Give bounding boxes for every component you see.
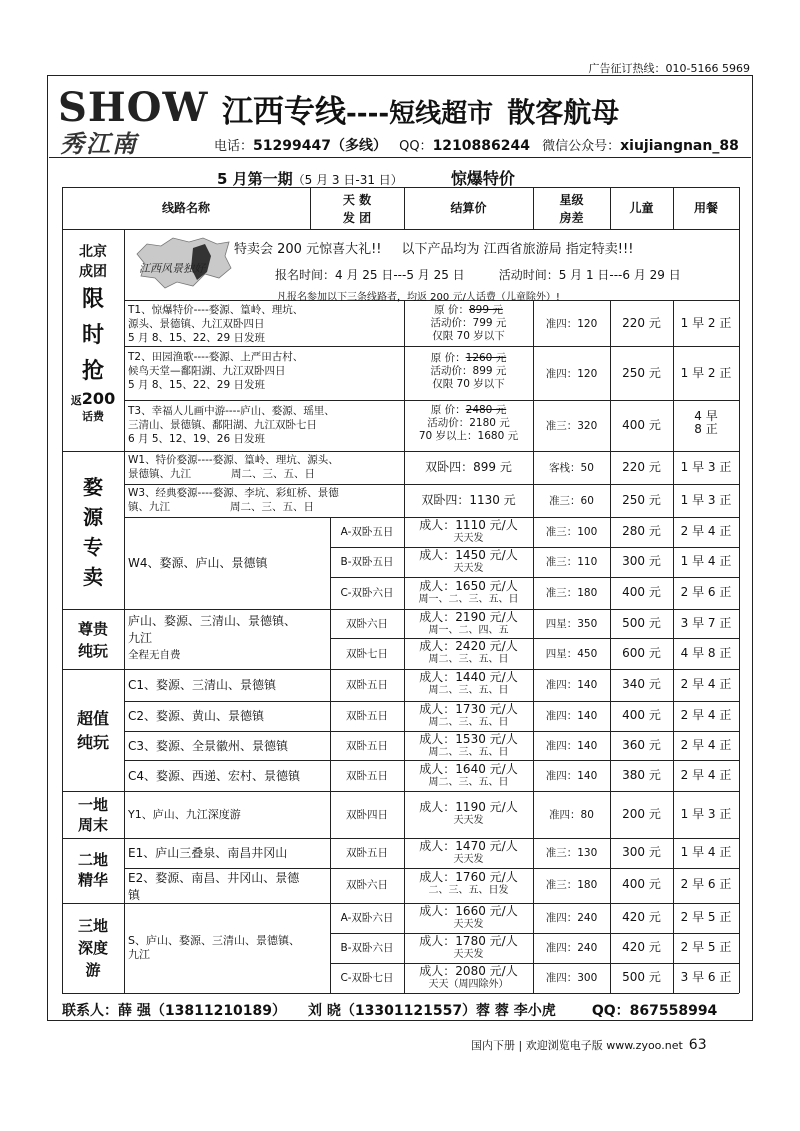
wechat: xiujiangnan_88 <box>620 138 739 154</box>
sc-star: 准四：300 <box>545 972 598 984</box>
zungui-l2: 九江 <box>128 631 153 645</box>
zungui-b-days: 双卧七日 <box>346 648 388 660</box>
e2-l2: 镇 <box>128 888 141 902</box>
divider <box>49 157 751 158</box>
t1-l1: T1、惊爆特价----婺源、篁岭、理坑、 <box>128 304 304 316</box>
w4a-dep: 天天发 <box>453 533 484 544</box>
sb-star: 准四：240 <box>545 942 598 954</box>
zungui-b-price <box>404 640 533 666</box>
w1-l1: W1、特价婺源----婺源、篁岭、理坑、源头、 <box>128 454 339 466</box>
w4c-price-1: 成人：1650 元/人 <box>419 579 518 593</box>
cat-chaozhi <box>62 707 124 755</box>
t1-act-label: 活动价： <box>430 317 473 329</box>
t2-l1: T2、田园渔歌----婺源、上严田古村、 <box>128 351 304 363</box>
t2-l3: 5 月 8、15、22、29 日发班 <box>128 379 265 391</box>
promo-note: 凡报名参加以下三条线路者，均返 200 元/人话费（儿童除外）! <box>277 292 560 303</box>
th-star: 星级 <box>559 193 584 207</box>
zungui-l1: 庐山、婺源、三清山、景德镇、 <box>128 614 297 628</box>
sb-child: 420 元 <box>622 940 661 954</box>
w4c-days: C-双卧六日 <box>340 587 394 599</box>
th-price: 结算价 <box>450 201 487 215</box>
table-line <box>330 547 739 548</box>
table-line <box>330 963 739 964</box>
e2-meal: 2 早 6 正 <box>680 877 732 891</box>
t1-star: 准四：120 <box>545 318 598 330</box>
cat-yidi-2: 周末 <box>77 816 108 834</box>
qq-label: QQ： <box>399 139 433 154</box>
footer-contact-p1: 薛 强（13811210189） <box>118 1003 287 1019</box>
cat-xian: 限 <box>81 287 104 312</box>
zungui-b-meal: 4 早 8 正 <box>680 646 732 660</box>
promo-title-2: 以下产品均为 江西省旅游局 指定特卖!!! <box>401 242 634 257</box>
w4b-price-1: 成人：1450 元/人 <box>419 548 518 562</box>
c2-child: 400 元 <box>622 708 661 722</box>
promo-activity: 活动时间：5 月 1 日---6 月 29 日 <box>498 268 681 282</box>
cat-erdi-2: 精华 <box>77 871 108 889</box>
w3-route <box>128 486 339 514</box>
t2-star: 准四：120 <box>545 368 598 380</box>
footer-contact-p2: 刘 晓（13301121557）蓉 蓉 李小虎 <box>308 1003 556 1019</box>
table-line <box>62 609 739 610</box>
sc-price-1: 成人：2080 元/人 <box>419 964 518 978</box>
w1-route <box>128 453 339 481</box>
phone-label: 电话： <box>214 139 254 154</box>
e1-child: 300 元 <box>622 845 661 859</box>
cat-amount: 200 <box>81 389 116 408</box>
jiangxi-map-logo <box>133 234 233 292</box>
w4b-child: 300 元 <box>622 554 661 568</box>
t1-price <box>404 304 533 343</box>
issue-title: 5 月第一期 <box>217 170 293 188</box>
cat-chaozhi-1: 超值 <box>76 709 109 728</box>
cat-chaozhi-2: 纯玩 <box>76 733 109 752</box>
t3-act: 2180 元 <box>469 417 510 429</box>
cat-wuyuan-4: 卖 <box>83 565 103 589</box>
cat-sandi <box>62 915 124 981</box>
th-meal: 用餐 <box>693 201 718 215</box>
t1-l2: 源头、景德镇、九江双卧四日 <box>128 318 265 330</box>
promo-title-1: 特卖会 200 元惊喜大礼!! <box>234 242 382 257</box>
sa-meal: 2 早 5 正 <box>680 910 732 924</box>
c4-star: 准四：140 <box>545 770 598 782</box>
th-days: 天 数 <box>342 193 372 207</box>
th-child: 儿童 <box>629 201 654 215</box>
t1-meal: 1 早 2 正 <box>680 316 732 330</box>
cat-erdi <box>62 850 124 890</box>
e2-price-1: 成人：1760 元/人 <box>419 870 518 884</box>
footer-qq-label: QQ： <box>591 1003 630 1019</box>
w1-star: 客栈：50 <box>549 462 594 474</box>
y1-meal: 1 早 3 正 <box>680 807 732 821</box>
c2-star: 准四：140 <box>545 710 598 722</box>
c4-price-1: 成人：1640 元/人 <box>419 762 518 776</box>
e2-dep: 二、三、五、日发 <box>428 885 509 896</box>
w1-days: 周二、三、五、日 <box>231 468 315 480</box>
sc-dep: 天天（周四除外） <box>428 979 509 990</box>
table-line <box>62 187 739 188</box>
w4c-meal: 2 早 6 正 <box>680 585 732 599</box>
table-line <box>62 993 739 994</box>
w3-l2: 镇、九江 <box>128 501 170 513</box>
w4b-star: 准三：110 <box>545 556 598 568</box>
t1-orig-label: 原 价： <box>434 304 469 316</box>
sa-star: 准四：240 <box>545 912 598 924</box>
t3-child: 400 元 <box>622 418 661 432</box>
c2-dep: 周二、三、五、日 <box>428 717 509 728</box>
cat-wuyuan <box>62 472 124 592</box>
cat-qiang: 抢 <box>81 359 104 384</box>
sc-child: 500 元 <box>622 970 661 984</box>
c3-meal: 2 早 4 正 <box>680 738 732 752</box>
t3-meal-1: 4 早 <box>694 409 718 423</box>
t3-l3: 6 月 5、12、19、26 日发班 <box>128 433 265 445</box>
w4c-dep: 周一、二、三、五、日 <box>418 594 519 605</box>
cat-zungui <box>62 618 124 662</box>
w4a-price <box>404 519 533 545</box>
t2-price <box>404 352 533 391</box>
t2-meal: 1 早 2 正 <box>680 366 732 380</box>
zungui-b-child: 600 元 <box>622 646 661 660</box>
w3-meal: 1 早 3 正 <box>680 493 732 507</box>
t3-l1: T3、幸福人儿画中游----庐山、婺源、瑶里、 <box>128 405 335 417</box>
t3-l2: 三清山、景德镇、鄱阳湖、九江双卧七日 <box>128 419 317 431</box>
cat-wuyuan-3: 专 <box>83 535 103 559</box>
t2-act: 899 元 <box>472 365 507 377</box>
e1-price <box>404 840 533 866</box>
issue-line <box>217 166 515 189</box>
headline-dashes: ---- <box>346 99 390 129</box>
t1-note: 仅限 70 岁以下 <box>432 330 505 342</box>
zungui-a-price-1: 成人：2190 元/人 <box>419 610 518 624</box>
headline <box>222 86 619 131</box>
t2-l2: 候鸟天堂—鄱阳湖、九江双卧四日 <box>128 365 286 377</box>
th-departure: 发 团 <box>342 211 372 225</box>
sb-price <box>404 935 533 961</box>
t3-note: 70 岁以上：1680 元 <box>418 430 519 442</box>
sb-dep: 天天发 <box>453 949 484 960</box>
zungui-a-meal: 3 早 7 正 <box>680 616 732 630</box>
cat-shi: 时 <box>81 323 104 348</box>
y1-dep: 天天发 <box>453 815 484 826</box>
y1-star: 准四：80 <box>549 809 594 821</box>
sa-price <box>404 905 533 931</box>
e2-route <box>128 870 299 904</box>
table-line <box>330 638 739 639</box>
e2-days: 双卧六日 <box>346 879 388 891</box>
c1-meal: 2 早 4 正 <box>680 677 732 691</box>
w1-l2: 景德镇、九江 <box>128 468 191 480</box>
t3-price <box>404 404 533 443</box>
zungui-a-child: 500 元 <box>622 616 661 630</box>
w3-price: 双卧四：1130 元 <box>421 493 516 507</box>
t3-meal-2: 8 正 <box>694 422 718 436</box>
page-footer-text: 国内下册 | 欢迎浏览电子版 www.zyoo.net <box>471 1039 683 1052</box>
ad-hotline: 广告征订热线：010-5166 5969 <box>588 62 750 75</box>
sb-days: B-双卧六日 <box>340 942 394 954</box>
s-l1: S、庐山、婺源、三清山、景德镇、 <box>128 934 300 947</box>
t1-l3: 5 月 8、15、22、29 日发班 <box>128 332 265 344</box>
y1-price-1: 成人：1190 元/人 <box>419 800 518 814</box>
cat-wuyuan-1: 婺 <box>83 475 103 499</box>
w3-child: 250 元 <box>622 493 661 507</box>
zungui-l3: 全程无自费 <box>128 649 181 661</box>
th-room: 房差 <box>559 211 584 225</box>
contact-line <box>214 135 739 155</box>
issue-promo: 惊爆特价 <box>450 169 515 188</box>
table-line <box>124 400 739 401</box>
t2-act-label: 活动价： <box>430 365 473 377</box>
map-logo-text: 江西风景独好 <box>139 262 205 275</box>
w3-star: 准三：60 <box>549 495 594 507</box>
footer-contact-label: 联系人： <box>62 1003 118 1019</box>
cat-yidi <box>62 795 124 835</box>
cat-yidi-1: 一地 <box>77 796 108 814</box>
t3-act-label: 活动价： <box>427 417 470 429</box>
w4c-child: 400 元 <box>622 585 661 599</box>
e1-days: 双卧五日 <box>346 847 388 859</box>
t1-act: 799 元 <box>472 317 507 329</box>
c3-child: 360 元 <box>622 738 661 752</box>
cat-beijing <box>62 242 124 424</box>
table-line <box>739 187 740 993</box>
page-footer <box>471 1037 707 1053</box>
t1-child: 220 元 <box>622 316 661 330</box>
table-line <box>330 577 739 578</box>
w4b-meal: 1 早 4 正 <box>680 554 732 568</box>
table-line <box>62 791 739 792</box>
qq: 1210886244 <box>432 138 530 154</box>
table-line <box>124 484 739 485</box>
table-line <box>62 669 739 670</box>
t2-note: 仅限 70 岁以下 <box>432 378 505 390</box>
w4a-meal: 2 早 4 正 <box>680 524 732 538</box>
t3-orig: 2480 元 <box>465 404 507 416</box>
w1-child: 220 元 <box>622 460 661 474</box>
zungui-b-star: 四星：450 <box>545 648 598 660</box>
table-line <box>330 933 739 934</box>
t2-orig-label: 原 价： <box>430 352 466 364</box>
t1-route <box>128 303 303 345</box>
table-line <box>124 868 739 869</box>
w4b-dep: 天天发 <box>453 563 484 574</box>
t1-orig: 899 元 <box>468 304 503 316</box>
sc-days: C-双卧七日 <box>340 972 394 984</box>
w4a-price-1: 成人：1110 元/人 <box>419 518 518 532</box>
e1-dep: 天天发 <box>453 854 484 865</box>
cat-zungui-1: 尊贵 <box>77 620 108 638</box>
zungui-a-days: 双卧六日 <box>346 618 388 630</box>
t2-child: 250 元 <box>622 366 661 380</box>
w4b-price <box>404 549 533 575</box>
table-line <box>62 229 739 230</box>
e1-price-1: 成人：1470 元/人 <box>419 839 518 853</box>
c3-price <box>404 733 533 759</box>
e2-l1: E2、婺源、南昌、井冈山、景德 <box>128 871 300 885</box>
w4c-price <box>404 580 533 606</box>
headline-part2: 短线超市 <box>389 99 494 129</box>
headline-part1: 江西专线 <box>222 94 346 130</box>
c2-price-1: 成人：1730 元/人 <box>419 702 518 716</box>
c1-price-1: 成人：1440 元/人 <box>419 670 518 684</box>
sb-meal: 2 早 5 正 <box>680 940 732 954</box>
cat-wuyuan-2: 源 <box>83 505 103 529</box>
t2-orig: 1260 元 <box>465 352 507 364</box>
s-route <box>128 934 300 962</box>
footer-qq: 867558994 <box>629 1003 718 1019</box>
table-line <box>124 229 125 993</box>
w4a-days: A-双卧五日 <box>340 526 394 538</box>
zungui-route <box>128 613 296 664</box>
y1-child: 200 元 <box>622 807 661 821</box>
sb-price-1: 成人：1780 元/人 <box>419 934 518 948</box>
w4c-star: 准三：180 <box>545 587 598 599</box>
s-l2: 九江 <box>128 948 150 961</box>
w4b-days: B-双卧五日 <box>340 556 394 568</box>
c2-meal: 2 早 4 正 <box>680 708 732 722</box>
t3-meal <box>673 410 739 436</box>
table-line <box>62 838 739 839</box>
zungui-a-dep: 周一、二、四、五 <box>428 625 509 636</box>
cat-sandi-3: 游 <box>85 961 101 979</box>
y1-route: Y1、庐山、九江深度游 <box>128 808 241 821</box>
sa-child: 420 元 <box>622 910 661 924</box>
sa-dep: 天天发 <box>453 919 484 930</box>
cat-zungui-2: 纯玩 <box>77 642 108 660</box>
footer-contact <box>62 1000 717 1020</box>
sa-days: A-双卧六日 <box>340 912 394 924</box>
wechat-label: 微信公众号： <box>542 139 621 154</box>
sa-price-1: 成人：1660 元/人 <box>419 904 518 918</box>
promo-signup: 报名时间：4 月 25 日---5 月 25 日 <box>275 268 465 282</box>
c4-meal: 2 早 4 正 <box>680 768 732 782</box>
c1-child: 340 元 <box>622 677 661 691</box>
t2-route <box>128 350 303 392</box>
c4-dep: 周二、三、五、日 <box>428 777 509 788</box>
page-number: 63 <box>688 1037 707 1053</box>
c4-days: 双卧五日 <box>346 770 388 782</box>
cat-sandi-1: 三地 <box>77 917 108 935</box>
sc-price <box>404 965 533 991</box>
promo-title <box>234 238 633 257</box>
cat-huafei: 话费 <box>82 410 104 423</box>
brand-logo: SHOW <box>58 84 209 131</box>
cat-sandi-2: 深度 <box>77 939 108 957</box>
table-line <box>62 451 739 452</box>
c1-price <box>404 671 533 697</box>
e1-route: E1、庐山三叠泉、南昌井冈山 <box>128 846 288 860</box>
t3-star: 准三：320 <box>545 420 598 432</box>
e2-star: 准三：180 <box>545 879 598 891</box>
c3-days: 双卧五日 <box>346 740 388 752</box>
c1-route: C1、婺源、三清山、景德镇 <box>128 678 277 692</box>
w1-price: 双卧四：899 元 <box>425 460 512 474</box>
zungui-b-dep: 周二、三、五、日 <box>428 654 509 665</box>
c2-price <box>404 703 533 729</box>
c2-route: C2、婺源、黄山、景德镇 <box>128 709 265 723</box>
w3-days: 周二、三、五、日 <box>230 501 314 513</box>
cat-erdi-1: 二地 <box>77 851 108 869</box>
c3-star: 准四：140 <box>545 740 598 752</box>
c3-price-1: 成人：1530 元/人 <box>419 732 518 746</box>
y1-days: 双卧四日 <box>346 809 388 821</box>
c4-route: C4、婺源、西递、宏村、景德镇 <box>128 769 301 783</box>
c3-dep: 周二、三、五、日 <box>428 747 509 758</box>
promo-time <box>275 266 681 283</box>
e2-price <box>404 871 533 897</box>
brand-logo-cn: 秀江南 <box>60 129 138 158</box>
c3-route: C3、婺源、全景徽州、景德镇 <box>128 739 289 753</box>
phone: 51299447（多线） <box>253 138 387 154</box>
c4-price <box>404 763 533 789</box>
sc-meal: 3 早 6 正 <box>680 970 732 984</box>
w4a-star: 准三：100 <box>545 526 598 538</box>
e1-star: 准三：130 <box>545 847 598 859</box>
headline-part3: 散客航母 <box>507 96 620 129</box>
c1-star: 准四：140 <box>545 679 598 691</box>
c1-dep: 周二、三、五、日 <box>428 685 509 696</box>
cat-fan: 返 <box>70 394 82 407</box>
th-route: 线路名称 <box>161 201 210 215</box>
w4-route: W4、婺源、庐山、景德镇 <box>128 556 268 570</box>
w1-meal: 1 早 3 正 <box>680 460 732 474</box>
zungui-a-price <box>404 611 533 637</box>
issue-dates: （5 月 3 日-31 日） <box>292 173 403 187</box>
w4a-child: 280 元 <box>622 524 661 538</box>
c2-days: 双卧五日 <box>346 710 388 722</box>
cat-beijing-1: 北京 <box>79 244 107 260</box>
t3-route <box>128 404 335 446</box>
zungui-a-star: 四星：350 <box>545 618 598 630</box>
table-line <box>124 346 739 347</box>
e1-meal: 1 早 4 正 <box>680 845 732 859</box>
table-line <box>124 760 739 761</box>
e2-child: 400 元 <box>622 877 661 891</box>
cat-beijing-2: 成团 <box>79 264 107 280</box>
c4-child: 380 元 <box>622 768 661 782</box>
t3-orig-label: 原 价： <box>430 404 466 416</box>
zungui-b-price-1: 成人：2420 元/人 <box>419 639 518 653</box>
y1-price <box>404 801 533 827</box>
w3-l1: W3、经典婺源----婺源、李坑、彩虹桥、景德 <box>128 487 339 499</box>
c1-days: 双卧五日 <box>346 679 388 691</box>
